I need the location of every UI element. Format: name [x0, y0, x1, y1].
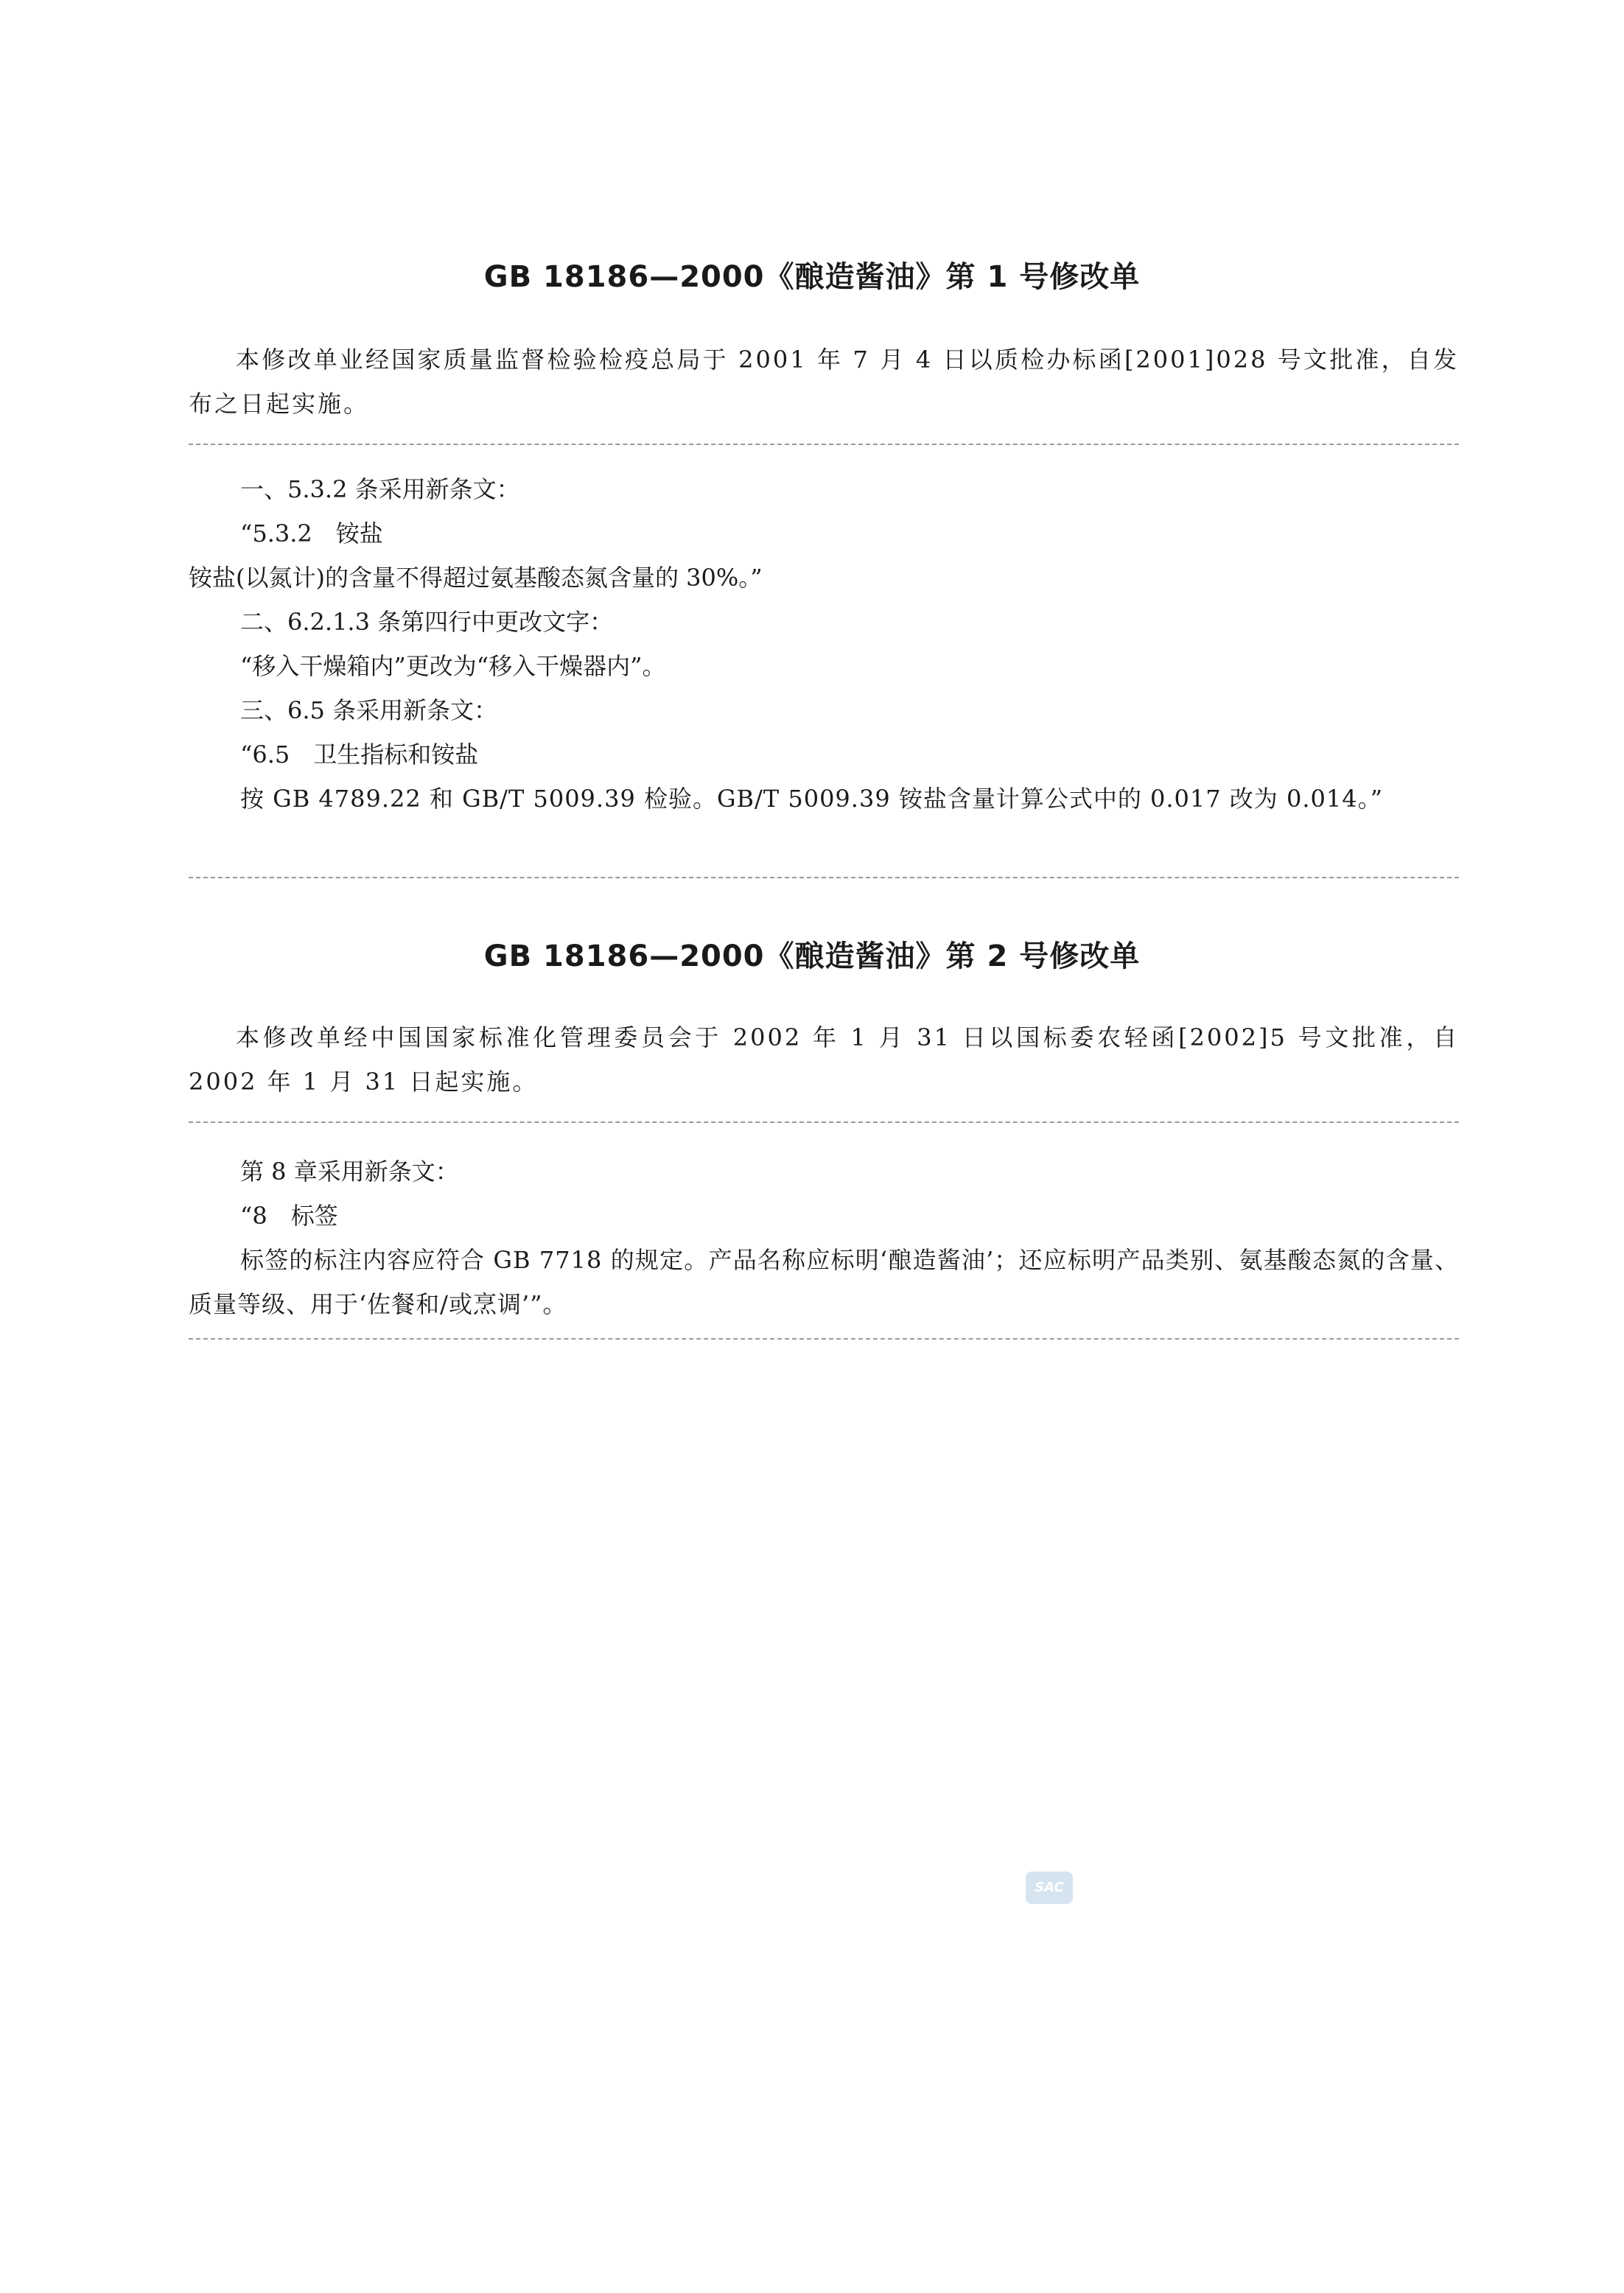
clause-line: 铵盐(以氮计)的含量不得超过氨基酸态氮含量的 30%。” [189, 564, 763, 592]
amendment-2-title: GB 18186—2000《酿造酱油》第 2 号修改单 [483, 939, 1141, 973]
clause-line: 标签的标注内容应符合 GB 7718 的规定。产品名称应标明‘酿造酱油’；还应标明产品类别、氨基酸态氮的含量、质量等级、用于‘佐餐和/或烹调’”。 [189, 1246, 1459, 1318]
separator-dashed [189, 877, 1459, 878]
clause-line: 按 GB 4789.22 和 GB/T 5009.39 检验。GB/T 5009.39 铵盐含量计算公式中的 0.017 改为 0.014。” [240, 785, 1383, 813]
clause-line: “6.5 卫生指标和铵盐 [240, 741, 479, 769]
clause-line: 二、6.2.1.3 条第四行中更改文字： [240, 608, 614, 636]
amendment-1-title: GB 18186—2000《酿造酱油》第 1 号修改单 [483, 260, 1141, 294]
separator-dashed [189, 444, 1459, 445]
amendment-1-body [189, 467, 1459, 821]
clause-line: 第 8 章采用新条文： [240, 1158, 459, 1186]
sac-watermark-logo: SAC [1026, 1872, 1073, 1904]
amendment-2-intro-block [189, 1015, 1459, 1104]
amendment-2-intro: 本修改单经中国国家标准化管理委员会于 2002 年 1 月 31 日以国标委农轻函[2002]5 号文批准，自 2002 年 1 月 31 日起实施。 [189, 1023, 1459, 1096]
clause-line: 一、5.3.2 条采用新条文： [240, 475, 520, 503]
clause-line: “5.3.2 铵盐 [240, 519, 383, 547]
clause-line: 三、6.5 条采用新条文： [240, 696, 498, 724]
clause-line: “移入干燥箱内”更改为“移入干燥器内”。 [240, 652, 666, 680]
amendment-1-intro: 本修改单业经国家质量监督检验检疫总局于 2001 年 7 月 4 日以质检办标函[2001]028 号文批准，自发布之日起实施。 [189, 346, 1459, 418]
clause-line: “8 标签 [240, 1202, 338, 1230]
amendment-1-intro-block [189, 337, 1459, 426]
amendment-2-body [189, 1149, 1459, 1326]
separator-dashed [189, 1121, 1459, 1123]
separator-dashed [189, 1338, 1459, 1340]
